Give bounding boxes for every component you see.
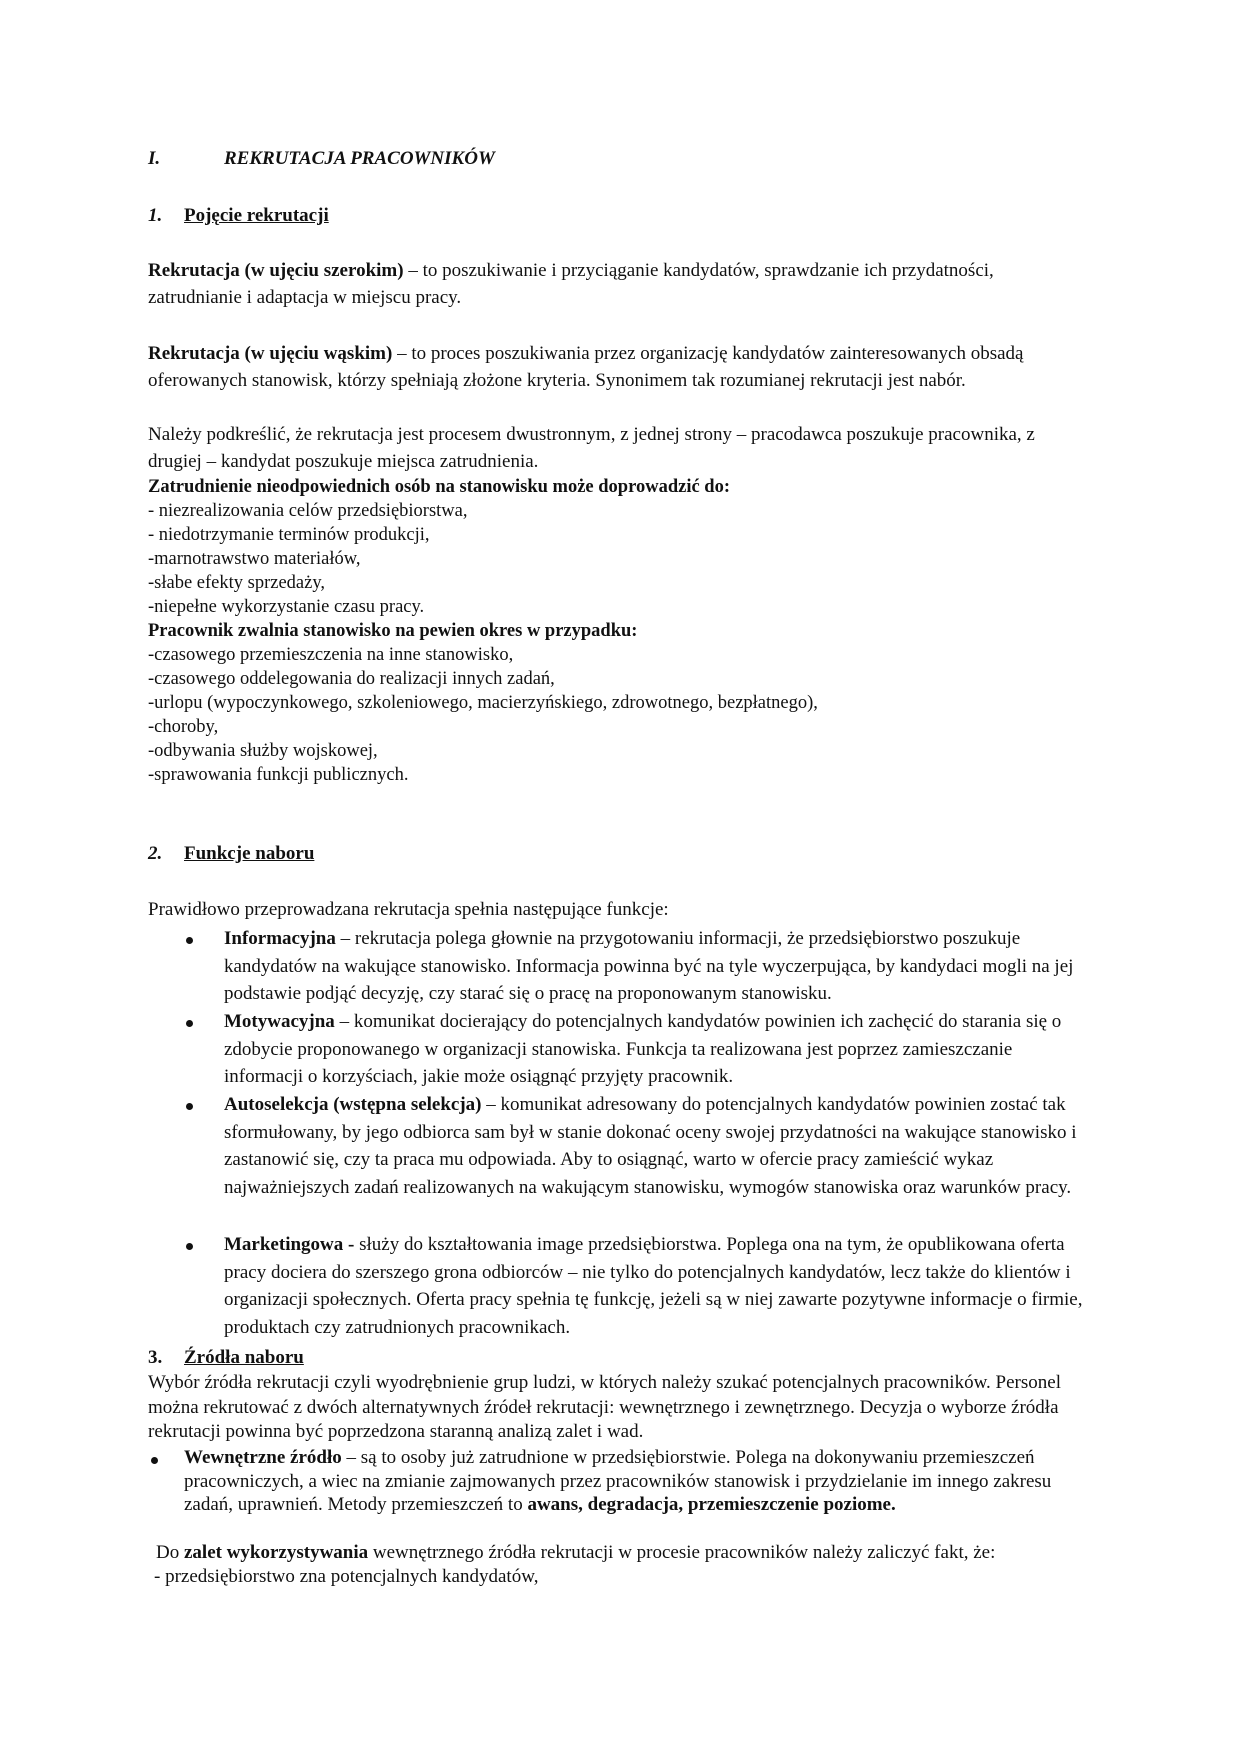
internal-source-text: – są to osoby już zatrudnione w przedsiębiorstwie. Polega na dokonywaniu przemieszczeń pracowniczych, a wiec na zmianie zajmowanych przez pracowników stanowisk i przydzielanie im innego zakresu zadań, uprawnień. Metody przemieszczeń to xyxy=(184,1447,1052,1515)
list-item: -czasowego oddelegowania do realizacji innych zadań, xyxy=(148,669,555,689)
function-desc: – rekrutacja polega głownie na przygotowaniu informacji, że przedsiębiorstwo poszukuje kandydatów na wakujące stanowisko. Informacja powinna być na tyle wyczerpująca, by kandydaci mogli na jej podstawie podjąć decyzję, czy starać się o pracę na proponowanym stanowisku. xyxy=(224,928,1074,1004)
definition-narrow xyxy=(148,340,1088,394)
section-1-number: 1. xyxy=(148,205,163,226)
function-name: Marketingowa - xyxy=(224,1234,355,1255)
section-2-number: 2. xyxy=(148,843,163,864)
bullet-icon xyxy=(186,1103,193,1110)
function-item-autoselection xyxy=(224,1091,1094,1201)
list-item: -sprawowania funkcji publicznych. xyxy=(148,765,409,785)
function-item-marketing xyxy=(224,1231,1094,1341)
movement-methods: awans, degradacja, przemieszczenie poziome. xyxy=(527,1494,896,1515)
definition-narrow-term: Rekrutacja (w ujęciu wąskim) xyxy=(148,343,393,364)
function-item-informative xyxy=(224,925,1094,1008)
function-desc: – komunikat docierający do potencjalnych kandydatów powinien ich zachęcić do starania się o zdobycie proponowanego w organizacji stanowiska. Funkcja ta realizowana jest poprzez zamieszczanie informacji o korzyściach, jakie może osiągnąć przyjęty pracownik. xyxy=(224,1011,1062,1087)
list-item: -urlopu (wypoczynkowego, szkoleniowego, macierzyńskiego, zdrowotnego, bezpłatnego), xyxy=(148,693,818,713)
list-item: - niedotrzymanie terminów produkcji, xyxy=(148,525,430,545)
section-3-number: 3. xyxy=(148,1347,163,1368)
list1-heading: Zatrudnienie nieodpowiednich osób na stanowisku może doprowadzić do: xyxy=(148,477,730,497)
advantages-prefix: Do xyxy=(156,1542,184,1563)
bullet-icon xyxy=(186,937,193,944)
function-desc: służy do kształtowania image przedsiębiorstwa. Poplega ona na tym, że opublikowana oferta pracy dociera do szerszego grona odbiorców – nie tylko do potencjalnych kandydatów, lecz także do klientów i organizacji społecznych. Oferta pracy spełnia tę funkcję, jeżeli są w niej zawarte pozytywne informacje o firmie, produktach czy zatrudnionych pracownikach. xyxy=(224,1234,1083,1338)
function-name: Motywacyjna xyxy=(224,1011,335,1032)
chapter-number: I. xyxy=(148,148,161,169)
definition-narrow-text: – to proces poszukiwania przez organizację kandydatów zainteresowanych obsadą oferowanych stanowisk, którzy spełniają złożone kryteria. Synonimem tak rozumianej rekrutacji jest nabór. xyxy=(148,343,1024,391)
sources-paragraph: Wybór źródła rekrutacji czyli wyodrębnienie grup ludzi, w których należy szukać potencjalnych pracowników. Personel można rekrutować z dwóch alternatywnych źródeł rekrutacji: wewnętrznego i zewnętrznego. Decyzja o wyborze źródła rekrutacji powinna być poprzedzona staranną analizą zalet i wad. xyxy=(148,1372,1061,1442)
list-item: -czasowego przemieszczenia na inne stanowisko, xyxy=(148,645,514,665)
list2-heading: Pracownik zwalnia stanowisko na pewien okres w przypadku: xyxy=(148,621,638,641)
chapter-title: REKRUTACJA PRACOWNIKÓW xyxy=(224,148,495,169)
definition-broad xyxy=(148,257,1088,311)
function-desc: – komunikat adresowany do potencjalnych kandydatów powinien zostać tak sformułowany, by jego odbiorca sam był w stanie dokonać oceny swojej przydatności na wakujące stanowisko i zastanowić się, czy ta praca mu odpowiada. Aby to osiągnąć, warto w ofercie pracy zamieścić wykaz najważniejszych zadań realizowanych na wakującym stanowisku, wymogów stanowiska oraz warunków pracy. xyxy=(224,1094,1077,1198)
section-3-title: Źródła naboru xyxy=(184,1347,304,1368)
function-name: Autoselekcja (wstępna selekcja) xyxy=(224,1094,482,1115)
internal-source-term: Wewnętrzne źródło xyxy=(184,1447,342,1468)
functions-intro: Prawidłowo przeprowadzana rekrutacja spełnia następujące funkcje: xyxy=(148,899,669,920)
section-2-title: Funkcje naboru xyxy=(184,843,315,864)
function-name: Informacyjna xyxy=(224,928,336,949)
list-item: -choroby, xyxy=(148,717,219,737)
definition-broad-term: Rekrutacja (w ujęciu szerokim) xyxy=(148,260,404,281)
function-item-motivational xyxy=(224,1008,1094,1091)
section-1-title: Pojęcie rekrutacji xyxy=(184,205,329,226)
definition-broad-text: – to poszukiwanie i przyciąganie kandydatów, sprawdzanie ich przydatności, zatrudnianie i adaptacja w miejscu pracy. xyxy=(148,260,994,308)
advantages-term: zalet wykorzystywania xyxy=(183,1542,369,1563)
list-item: - niezrealizowania celów przedsiębiorstwa, xyxy=(148,501,468,521)
list-item: -niepełne wykorzystanie czasu pracy. xyxy=(148,597,425,617)
list-item: -słabe efekty sprzedaży, xyxy=(148,573,326,593)
list-item: -odbywania służby wojskowej, xyxy=(148,741,378,761)
advantage-item: - przedsiębiorstwo zna potencjalnych kandydatów, xyxy=(154,1566,539,1587)
bullet-icon xyxy=(186,1020,193,1027)
internal-source-item xyxy=(184,1446,1084,1517)
bullet-icon xyxy=(151,1457,158,1464)
advantages-paragraph xyxy=(156,1542,1086,1564)
bullet-icon xyxy=(186,1243,193,1250)
advantages-text: wewnętrznego źródła rekrutacji w procesie pracowników należy zaliczyć fakt, że: xyxy=(368,1542,996,1563)
two-sided-paragraph: Należy podkreślić, że rekrutacja jest procesem dwustronnym, z jednej strony – pracodawca poszukuje pracownika, z drugiej – kandydat poszukuje miejsca zatrudnienia. xyxy=(148,424,1035,472)
list-item: -marnotrawstwo materiałów, xyxy=(148,549,361,569)
